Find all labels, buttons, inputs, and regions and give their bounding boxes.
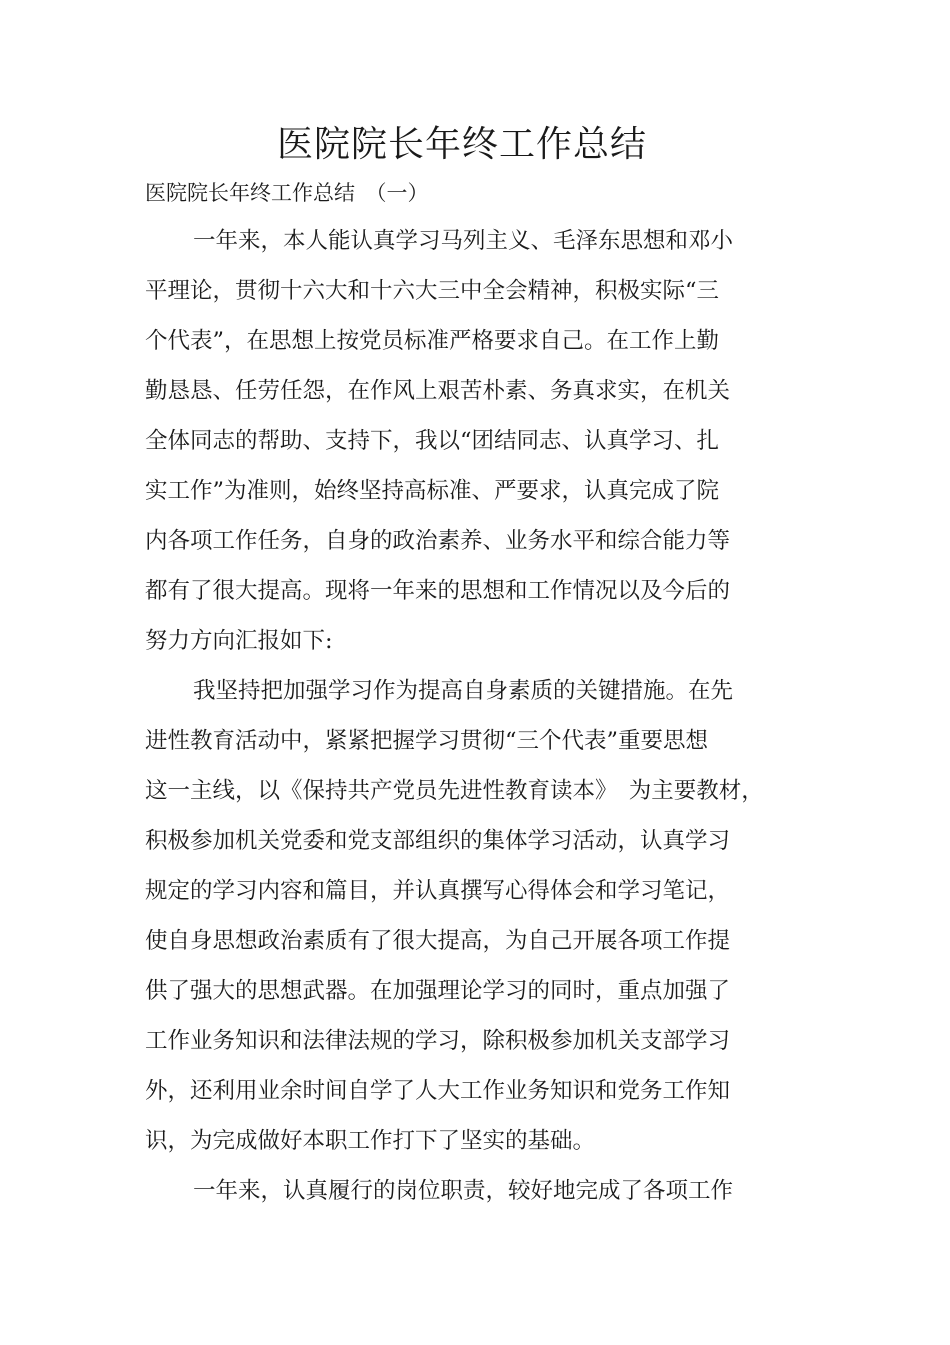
paragraph-line: 实工作”为准则，始终坚持高标准、严要求，认真完成了院 xyxy=(145,478,720,504)
paragraph-line: 识，为完成做好本职工作打下了坚实的基础。 xyxy=(145,1128,596,1154)
paragraph-line: 都有了很大提高。现将一年来的思想和工作情况以及今后的 xyxy=(145,578,731,604)
paragraph-line: 使自身思想政治素质有了很大提高，为自己开展各项工作提 xyxy=(145,928,731,954)
paragraph-line: 供了强大的思想武器。在加强理论学习的同时，重点加强了 xyxy=(145,978,731,1004)
paragraph-line: 规定的学习内容和篇目，并认真撰写心得体会和学习笔记， xyxy=(145,878,731,904)
paragraph-line: 一年来，认真履行的岗位职责，较好地完成了各项工作 xyxy=(193,1178,734,1204)
paragraph-line: 勤恳恳、任劳任怨，在作风上艰苦朴素、务真求实，在机关 xyxy=(145,378,731,404)
paragraph-line: 努力方向汇报如下: xyxy=(145,628,333,654)
paragraph-line: 内各项工作任务，自身的政治素养、业务水平和综合能力等 xyxy=(145,528,731,554)
paragraph-line: 进性教育活动中，紧紧把握学习贯彻“三个代表”重要思想 xyxy=(145,728,709,754)
document-subtitle: 医院院长年终工作总结 （一） xyxy=(145,181,429,205)
paragraph-line: 一年来，本人能认真学习马列主义、毛泽东思想和邓小 xyxy=(193,228,734,254)
paragraph-line: 外，还利用业余时间自学了人大工作业务知识和党务工作知 xyxy=(145,1078,731,1104)
paragraph-line: 积极参加机关党委和党支部组织的集体学习活动，认真学习 xyxy=(145,828,731,854)
paragraph-line: 我坚持把加强学习作为提高自身素质的关键措施。在先 xyxy=(193,678,734,704)
paragraph-line: 全体同志的帮助、支持下，我以“团结同志、认真学习、扎 xyxy=(145,428,720,454)
paragraph-line: 平理论，贯彻十六大和十六大三中全会精神，积极实际“三 xyxy=(145,278,720,304)
document-title: 医院院长年终工作总结 xyxy=(276,124,647,165)
paragraph-line: 工作业务知识和法律法规的学习，除积极参加机关支部学习 xyxy=(145,1028,731,1054)
paragraph-line: 个代表”，在思想上按党员标准严格要求自己。在工作上勤 xyxy=(145,328,720,354)
paragraph-line: 这一主线，以《保持共产党员先进性教育读本》 为主要教材， xyxy=(145,778,764,804)
